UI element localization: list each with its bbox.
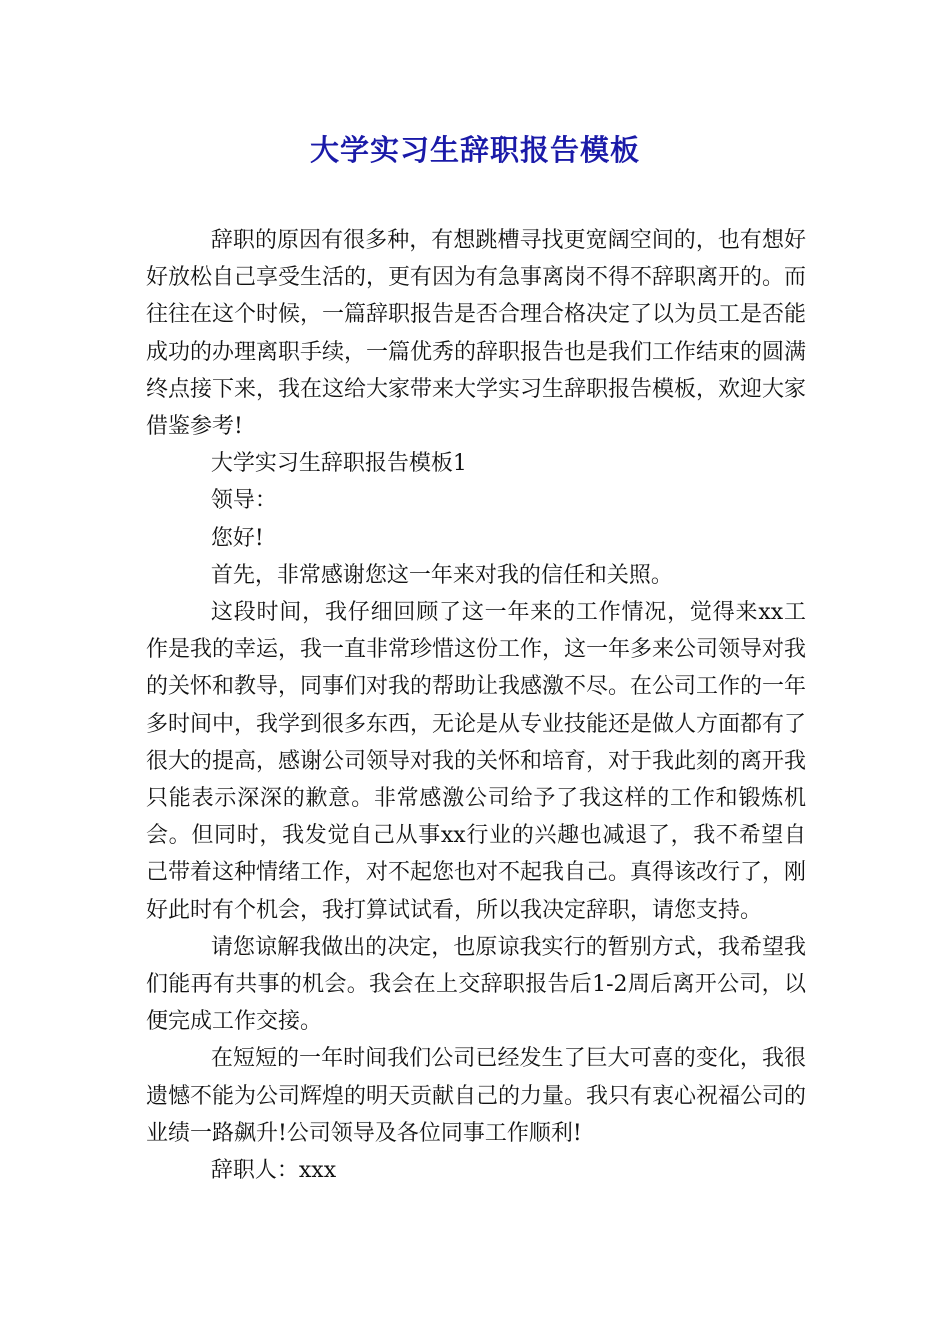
document-body — [146, 222, 806, 1189]
paragraph-reasons: 这段时间，我仔细回顾了这一年来的工作情况，觉得来xx工作是我的幸运，我一直非常珍惜这份工作，这一年多来公司领导对我的关怀和教导，同事们对我的帮助让我感激不尽。在公司工作的一年多时间中，我学到很多东西，无论是从专业技能还是做人方面都有了很大的提高，感谢公司领导对我的关怀和培育，对于我此刻的离开我只能表示深深的歉意。非常感激公司给予了我这样的工作和锻炼机会。但同时，我发觉自己从事xx行业的兴趣也减退了，我不希望自己带着这种情绪工作，对不起您也对不起我自己。真得该改行了，刚好此时有个机会，我打算试试看，所以我决定辞职，请您支持。 — [146, 600, 807, 923]
paragraph-thanks: 首先，非常感谢您这一年来对我的信任和关照。 — [210, 562, 673, 588]
document-title: 大学实习生辞职报告模板 — [309, 133, 640, 167]
paragraph-greeting: 您好! — [210, 525, 264, 551]
paragraph-intro: 辞职的原因有很多种，有想跳槽寻找更宽阔空间的，也有想好好放松自己享受生活的，更有因为有急事离岗不得不辞职离开的。而往往在这个时候，一篇辞职报告是否合理合格决定了以为员工是否能成功的办理离职手续，一篇优秀的辞职报告也是我们工作结束的圆满终点接下来，我在这给大家带来大学实习生辞职报告模板，欢迎大家借鉴参考! — [146, 228, 807, 440]
paragraph-salutation: 领导： — [210, 488, 277, 514]
paragraph-template-heading: 大学实习生辞职报告模板1 — [210, 451, 467, 477]
paragraph-handover: 请您谅解我做出的决定，也原谅我实行的暂别方式，我希望我们能再有共事的机会。我会在上交辞职报告后1-2周后离开公司，以便完成工作交接。 — [146, 934, 806, 1035]
paragraph-signature: 辞职人：xxx — [210, 1158, 337, 1184]
paragraph-wishes: 在短短的一年时间我们公司已经发生了巨大可喜的变化，我很遗憾不能为公司辉煌的明天贡献自己的力量。我只有衷心祝福公司的业绩一路飙升!公司领导及各位同事工作顺利! — [146, 1046, 807, 1146]
